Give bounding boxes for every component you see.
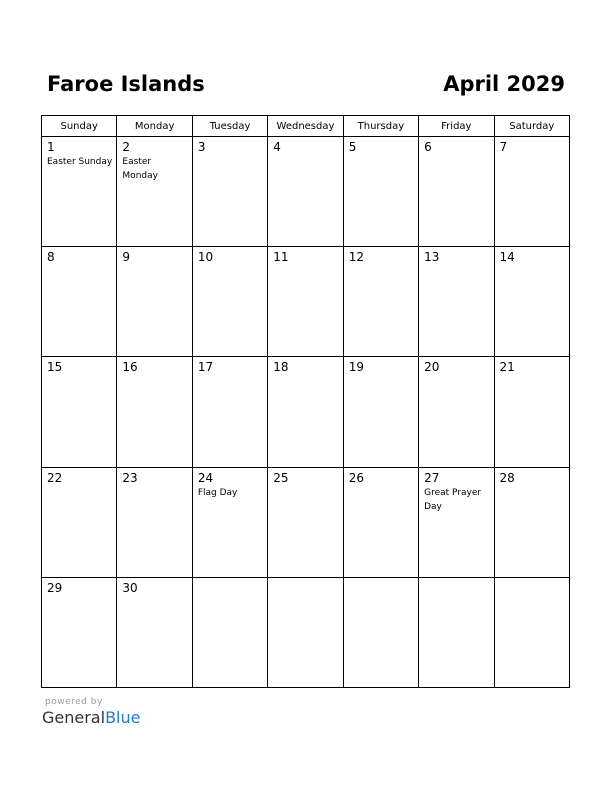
holiday-label: Easter Monday <box>122 157 158 181</box>
day-cell <box>192 467 267 577</box>
weekday-header: Wednesday <box>268 116 343 137</box>
week-row <box>42 357 570 467</box>
day-number: 6 <box>424 140 432 154</box>
day-number: 12 <box>348 250 364 265</box>
holiday-label <box>344 264 418 265</box>
day-cell <box>419 137 494 247</box>
holiday-label <box>268 582 342 583</box>
day-number: 11 <box>273 250 289 265</box>
holiday-label <box>344 374 418 375</box>
day-number: 24 <box>197 470 214 485</box>
day-number: 1 <box>47 140 55 154</box>
day-number: 30 <box>122 580 138 595</box>
calendar-grid <box>41 115 570 688</box>
brand-logo-blue: Blue <box>105 708 141 727</box>
day-cell <box>268 247 343 357</box>
holiday-label <box>193 264 267 265</box>
holiday-label <box>117 485 191 486</box>
day-cell <box>192 577 267 687</box>
day-number: 22 <box>47 470 63 485</box>
weekday-header-row <box>42 116 570 137</box>
holiday-label <box>193 582 267 583</box>
day-number: 18 <box>273 360 289 375</box>
day-cell <box>117 357 192 467</box>
holiday-label: Flag Day <box>197 487 238 498</box>
holiday-label <box>42 374 116 375</box>
holiday-label <box>193 154 267 155</box>
holiday-label <box>344 582 418 583</box>
day-cell <box>419 467 494 577</box>
day-cell <box>42 357 117 467</box>
day-cell <box>343 467 418 577</box>
day-cell <box>343 247 418 357</box>
day-number: 25 <box>273 470 289 485</box>
holiday-label <box>193 374 267 375</box>
week-row <box>42 577 570 687</box>
day-number: 15 <box>47 360 63 375</box>
day-cell <box>117 467 192 577</box>
day-cell <box>494 467 569 577</box>
holiday-label: Great Prayer Day <box>424 487 482 512</box>
day-number: 27 <box>424 470 440 485</box>
brand-logo[interactable] <box>42 708 140 728</box>
holiday-label <box>344 154 418 155</box>
day-cell <box>268 467 343 577</box>
day-number: 23 <box>122 470 138 485</box>
day-cell <box>117 577 192 687</box>
day-cell <box>42 467 117 577</box>
holiday-label: Easter Sunday <box>47 157 113 167</box>
day-number: 26 <box>348 470 364 485</box>
week-row <box>42 467 570 577</box>
day-number: 10 <box>197 250 214 265</box>
day-number: 29 <box>47 580 63 595</box>
day-number: 16 <box>122 360 138 375</box>
day-cell <box>42 247 117 357</box>
day-number: 28 <box>499 470 515 485</box>
holiday-label <box>419 374 493 375</box>
day-number: 8 <box>47 250 55 265</box>
region-title: Faroe Islands <box>47 72 205 96</box>
holiday-label <box>495 264 569 265</box>
holiday-label <box>117 595 191 596</box>
day-cell <box>343 577 418 687</box>
day-number: 4 <box>273 140 281 154</box>
day-cell <box>192 137 267 247</box>
day-cell <box>419 357 494 467</box>
day-cell <box>419 577 494 687</box>
holiday-label <box>268 485 342 486</box>
day-cell <box>268 577 343 687</box>
holiday-label <box>268 374 342 375</box>
day-number: 9 <box>122 250 131 265</box>
holiday-label <box>42 264 116 265</box>
weekday-header: Tuesday <box>192 116 267 137</box>
day-number: 17 <box>197 360 214 375</box>
day-number: 21 <box>499 360 515 375</box>
holiday-label <box>42 595 116 596</box>
day-cell <box>192 247 267 357</box>
day-cell <box>268 137 343 247</box>
weekday-header: Monday <box>117 116 192 137</box>
weekday-header: Friday <box>419 116 494 137</box>
holiday-label <box>419 582 493 583</box>
day-cell <box>494 577 569 687</box>
holiday-label <box>495 485 569 486</box>
day-number: 20 <box>424 360 440 375</box>
holiday-label <box>344 485 418 486</box>
holiday-label <box>268 154 342 155</box>
holiday-label <box>419 154 493 155</box>
holiday-label <box>42 485 116 486</box>
weekday-header: Sunday <box>42 116 117 137</box>
day-cell <box>268 357 343 467</box>
holiday-label <box>495 582 569 583</box>
holiday-label <box>419 264 493 265</box>
day-number: 2 <box>122 140 131 154</box>
powered-by-label: powered by <box>45 697 103 707</box>
week-row <box>42 137 570 247</box>
day-number: 19 <box>348 360 364 375</box>
day-cell <box>343 357 418 467</box>
day-cell <box>192 357 267 467</box>
holiday-label <box>117 374 191 375</box>
day-cell <box>494 357 569 467</box>
holiday-label <box>495 154 569 155</box>
day-cell <box>117 137 192 247</box>
day-cell <box>494 247 569 357</box>
day-number: 14 <box>499 250 515 265</box>
day-cell <box>117 247 192 357</box>
day-number: 3 <box>197 140 206 154</box>
holiday-label <box>495 374 569 375</box>
month-title: April 2029 <box>443 72 565 96</box>
holiday-label <box>268 264 342 265</box>
day-number: 5 <box>348 140 357 154</box>
weekday-header: Saturday <box>494 116 569 137</box>
weekday-header: Thursday <box>343 116 418 137</box>
day-number: 7 <box>499 140 508 154</box>
week-row <box>42 247 570 357</box>
day-cell <box>343 137 418 247</box>
day-cell <box>42 577 117 687</box>
day-number: 13 <box>424 250 440 265</box>
brand-logo-general: General <box>42 708 106 727</box>
day-cell <box>42 137 117 247</box>
day-cell <box>419 247 494 357</box>
holiday-label <box>117 264 191 265</box>
day-cell <box>494 137 569 247</box>
